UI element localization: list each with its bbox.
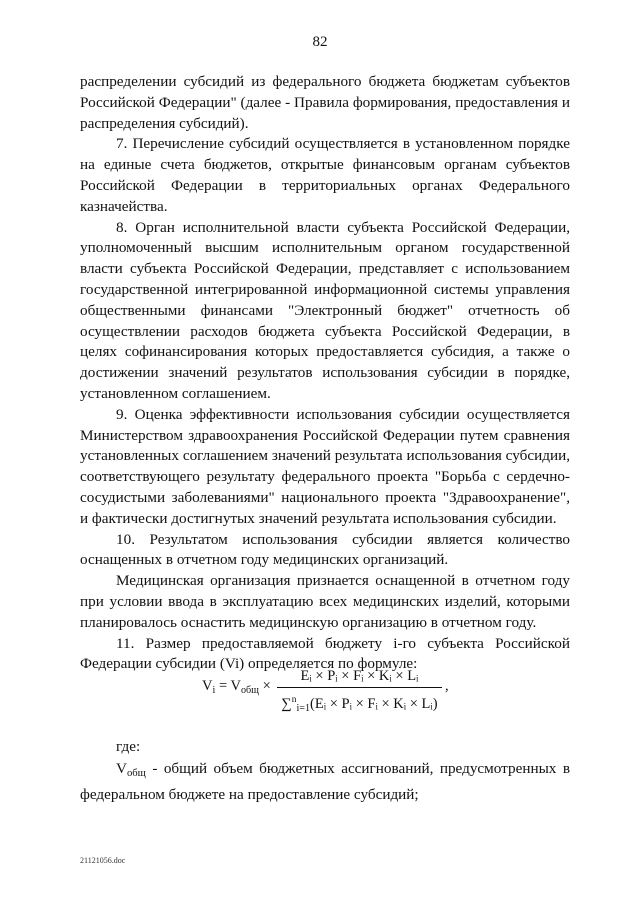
fraction-bar xyxy=(277,687,442,688)
paragraph-7: 7. Перечисление субсидий осуществляется в установленном порядке на единые счета бюджетов, открытые финансовым органам субъектов Российской Федерации в территориальных органах Федерального казначейства. xyxy=(80,135,570,215)
formula-comma: , xyxy=(445,678,449,694)
formula-numerator: Eᵢ × Pᵢ × Fᵢ × Kᵢ × Lᵢ xyxy=(300,668,419,684)
paragraph-10-note: Медицинская организация признается оснащенной в отчетном году при условии ввода в эксплуатацию всех медицинских изделий, которыми планировалось оснастить медицинскую организацию в отчетном году. xyxy=(80,572,570,631)
where-label: где: xyxy=(116,738,141,755)
formula-lhs-var: V xyxy=(202,678,213,694)
sum-symbol: ∑ xyxy=(281,696,292,712)
formula-denominator xyxy=(277,690,442,714)
formula-total-sub: общ xyxy=(240,685,259,696)
sum-upper-limit: n xyxy=(291,695,297,705)
sum-lower-limit: i=1 xyxy=(296,703,311,714)
formula-lhs xyxy=(202,678,271,696)
subsidy-formula xyxy=(202,666,462,716)
denominator-body: (Eᵢ × Pᵢ × Fᵢ × Kᵢ × Lᵢ) xyxy=(310,696,438,712)
formula-total-var: V xyxy=(230,678,241,694)
paragraph-8: 8. Орган исполнительной власти субъекта Российской Федерации, уполномоченный высшим исполнительным органом государственной власти субъекта Российской Федерации, представляет с использованием государственной интегрированной информационной системы управления общественными финансами "Электронный бюджет" отчетность об осуществлении расходов бюджета субъекта Российской Федерации, в целях софинансирования которых предоставляется субсидия, а также о достижении значений результатов использования субсидии в порядке, установленном соглашением. xyxy=(80,218,570,402)
document-body xyxy=(80,72,570,675)
paragraph-11: 11. Размер предоставляемой бюджету i-го субъекта Российской Федерации субсидии (Vi) определяется по формуле: xyxy=(80,634,570,673)
definition-text: - общий объем бюджетных ассигнований, предусмотренных в федеральном бюджете на предоставление субсидий; xyxy=(80,760,570,803)
definition-var: V xyxy=(116,760,127,777)
formula-fraction xyxy=(277,666,442,714)
definition-v-total xyxy=(80,758,570,805)
paragraph-10: 10. Результатом использования субсидии является количество оснащенных в отчетном году медицинских организаций. xyxy=(80,530,570,569)
formula-lhs-sub: i xyxy=(212,685,216,696)
definition-sub: общ xyxy=(126,768,146,779)
paragraph-9: 9. Оценка эффективности использования субсидии осуществляется Министерством здравоохранения Российской Федерации путем сравнения установленных соглашением значений результата использования субсидии, соответствующего результату федерального проекта "Борьба с сердечно-сосудистыми заболеваниями" национального проекта "Здравоохранение", и фактически достигнутых значений результата использования субсидии. xyxy=(80,405,570,527)
file-name-footer: 21121056.doc xyxy=(80,856,126,865)
page-number: 82 xyxy=(312,34,328,50)
formula-times: × xyxy=(258,678,271,694)
formula-equals: = xyxy=(215,678,231,694)
paragraph-continuation: распределении субсидий из федерального бюджета бюджетам субъектов Российской Федерации" (далее - Правила формирования, предоставления и распределения субсидий). xyxy=(80,73,570,132)
